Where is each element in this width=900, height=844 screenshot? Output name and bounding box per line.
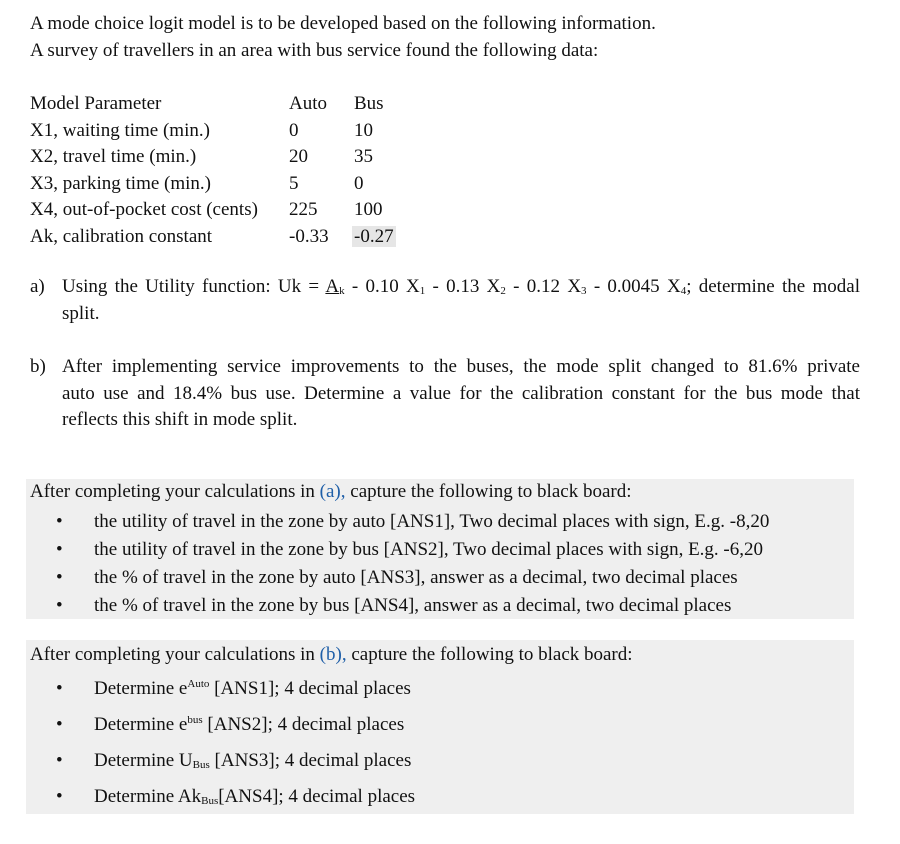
table-cell: X2, travel time (min.) bbox=[30, 146, 197, 167]
table-cell: 10 bbox=[354, 119, 373, 141]
question-a-label: a) bbox=[30, 276, 45, 297]
bullet-icon: • bbox=[56, 750, 63, 771]
question-b-line-2: auto use and 18.4% bus use. Determine a value for the calibration constant for the bus mode that bbox=[62, 382, 860, 404]
parameter-table bbox=[30, 91, 404, 250]
bullet-icon: • bbox=[56, 595, 63, 616]
list-item: • Determine $U_{Bus}$ [ANS3]; 4 decimal places bbox=[26, 743, 415, 779]
table-row bbox=[30, 197, 404, 224]
bullet-icon: • bbox=[56, 714, 63, 735]
question-b-line-3: reflects this shift in mode split. bbox=[62, 409, 298, 430]
list-item: • the % of travel in the zone by bus [ANS4], answer as a decimal, two decimal places bbox=[26, 592, 769, 620]
list-item: • Determine $e^{Auto}$ [ANS1]; 4 decimal places bbox=[26, 671, 415, 707]
table-cell: 35 bbox=[354, 146, 373, 167]
list-item: • Determine $e^{bus}$ [ANS2]; 4 decimal places bbox=[26, 707, 415, 743]
table-cell: 20 bbox=[289, 146, 308, 167]
table-row bbox=[30, 118, 404, 145]
panel-a-heading: After completing your calculations in (a), capture the following to black board: bbox=[30, 481, 632, 502]
instructions-panel-a bbox=[26, 479, 854, 619]
bullet-icon: • bbox=[56, 539, 63, 560]
intro-text bbox=[30, 10, 656, 64]
table-cell: -0.33 bbox=[289, 225, 329, 247]
question-b-line-1: After implementing service improvements to the buses, the mode split changed to 81.6% private bbox=[62, 356, 860, 377]
table-cell: 5 bbox=[289, 172, 299, 194]
bullet-icon: • bbox=[56, 511, 63, 532]
panel-b-heading: After completing your calculations in (b), capture the following to black board: bbox=[30, 644, 633, 665]
table-cell: X3, parking time (min.) bbox=[30, 172, 211, 194]
list-item: • the utility of travel in the zone by auto [ANS1], Two decimal places with sign, E.g. -8,20 bbox=[26, 508, 769, 536]
bullet-icon: • bbox=[56, 567, 63, 588]
instructions-panel-b bbox=[26, 640, 854, 814]
table-cell: X1, waiting time (min.) bbox=[30, 119, 210, 141]
table-cell bbox=[354, 224, 404, 251]
bullet-icon: • bbox=[56, 786, 63, 807]
bullet-icon: • bbox=[56, 678, 63, 699]
highlighted-value: -0.27 bbox=[354, 225, 394, 247]
list-item: • Determine $Ak_{Bus}[ANS4]$; 4 decimal places bbox=[26, 779, 415, 815]
table-cell: 0 bbox=[289, 119, 299, 141]
question-a-line-1: Using the Utility function: $Uk = A_k - 0.10$ $X_1 - 0.13$ $X_2 - 0.12$ $X_3 - 0.0045$ $X_4$; determine the modal bbox=[62, 276, 860, 297]
question-a bbox=[30, 274, 860, 327]
table-header-cell: Model Parameter bbox=[30, 93, 162, 114]
table-header-row bbox=[30, 91, 404, 118]
table-header-cell: Auto bbox=[289, 93, 327, 114]
list-item: • the utility of travel in the zone by bus [ANS2], Two decimal places with sign, E.g. -6,20 bbox=[26, 536, 769, 564]
table-cell: 225 bbox=[289, 199, 318, 220]
panel-a-list bbox=[26, 508, 769, 620]
table-cell: 0 bbox=[354, 172, 364, 194]
table-cell: X4, out-of-pocket cost (cents) bbox=[30, 199, 258, 220]
table-row bbox=[30, 224, 404, 251]
panel-b-list bbox=[26, 671, 415, 815]
question-b-label: b) bbox=[30, 356, 46, 377]
table-row bbox=[30, 144, 404, 171]
table-header-cell: Bus bbox=[354, 93, 384, 114]
table-row bbox=[30, 171, 404, 198]
question-a-line-2: split. bbox=[62, 302, 100, 324]
question-b bbox=[30, 354, 860, 434]
list-item: • the % of travel in the zone by auto [ANS3], answer as a decimal, two decimal places bbox=[26, 564, 769, 592]
intro-line-1: A mode choice logit model is to be developed based on the following information. bbox=[30, 13, 656, 34]
intro-line-2: A survey of travellers in an area with bus service found the following data: bbox=[30, 40, 599, 61]
table-cell: Ak, calibration constant bbox=[30, 225, 213, 247]
table-cell: 100 bbox=[354, 199, 383, 220]
